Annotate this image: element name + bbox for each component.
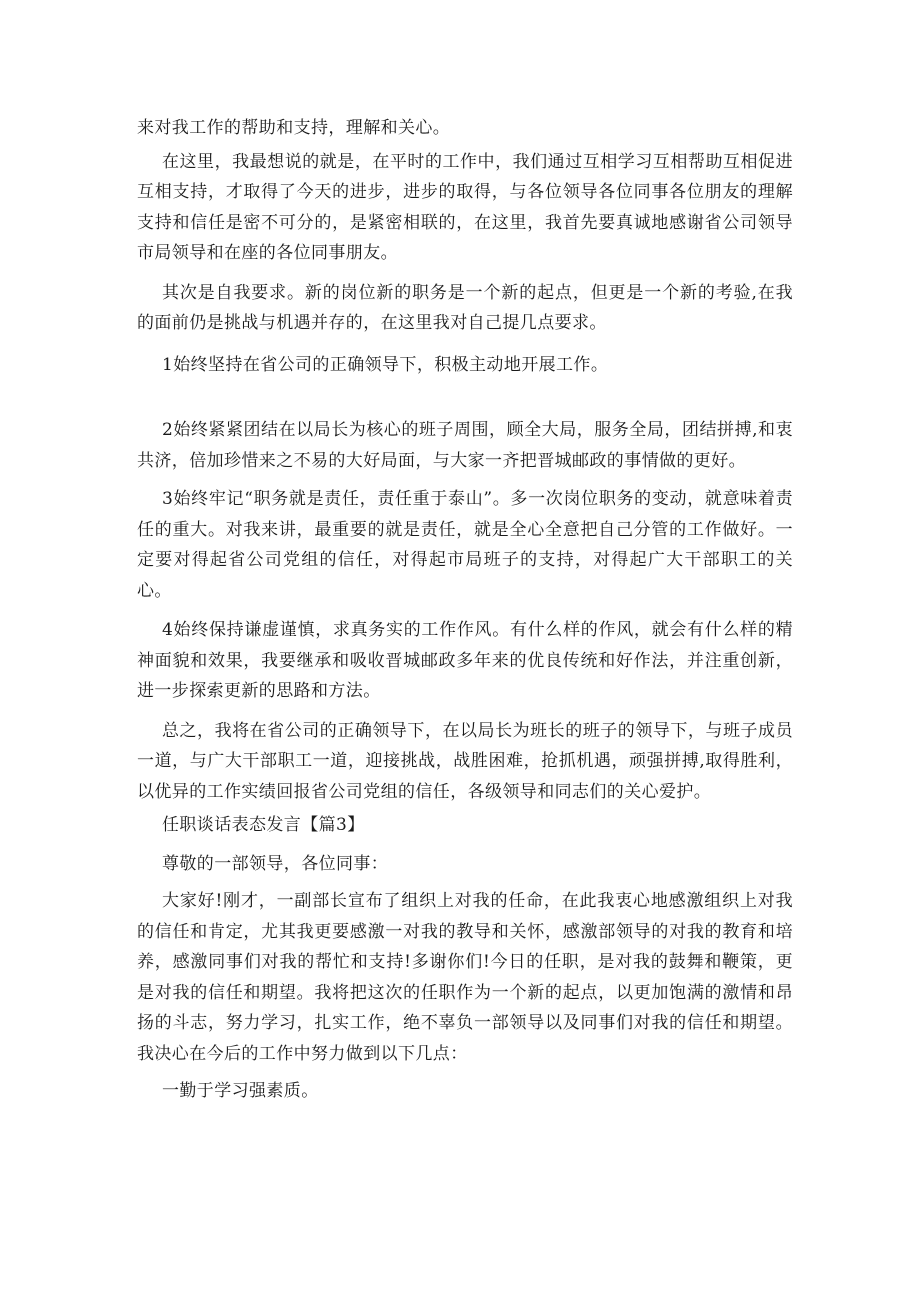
list-item-2: 2始终紧紧团结在以局长为核心的班子周围，顾全大局，服务全局，团结拼搏,和衷共济，倍加珍惜来之不易的大好局面，与大家一齐把晋城邮政的事情做的更好。 <box>137 420 793 471</box>
salutation: 尊敬的一部领导，各位同事： <box>162 853 389 874</box>
paragraph-greeting: 大家好!刚才，一副部长宣布了组织上对我的任命，在此我衷心地感激组织上对我的信任和肯定，尤其我更要感激一对我的教导和关怀，感激部领导的对我的教育和培养，感激同事们对我的帮忙和支持!多谢你们!今日的任职，是对我的鼓舞和鞭策，更是对我的信任和期望。我将把这次的任职作为一个新的起点，以更加饱满的激情和昂扬的斗志，努力学习，扎实工作，绝不辜负一部领导以及同事们对我的信任和期望。我决心在今后的工作中努力做到以下几点： <box>137 891 793 1064</box>
paragraph-self-requirements: 其次是自我要求。新的岗位新的职务是一个新的起点，但更是一个新的考验,在我的面前仍是挑战与机遇并存的，在这里我对自己提几点要求。 <box>137 282 793 333</box>
list-item-3: 3始终牢记“职务就是责任，责任重于泰山”。多一次岗位职务的变动，就意味着责任的重大。对我来讲，最重要的就是责任，就是全心全意把自己分管的工作做好。一定要对得起省公司党组的信任，对得起市局班子的支持，对得起广大干部职工的关心。 <box>137 489 793 601</box>
paragraph-mutual-support: 在这里，我最想说的就是，在平时的工作中，我们通过互相学习互相帮助互相促进互相支持，才取得了今天的进步，进步的取得，与各位领导各位同事各位朋友的理解支持和信任是密不可分的，是紧密相联的，在这里，我首先要真诚地感谢省公司领导市局领导和在座的各位同事朋友。 <box>137 151 793 263</box>
document-page <box>137 113 793 1114</box>
paragraph-conclusion: 总之，我将在省公司的正确领导下，在以局长为班长的班子的领导下，与班子成员一道，与广大干部职工一道，迎接挑战，战胜困难，抢抓机遇，顽强拼搏,取得胜利，以优异的工作实绩回报省公司党组的信任，各级领导和同志们的关心爱护。 <box>137 720 793 802</box>
point-1: 一勤于学习强素质。 <box>162 1081 319 1101</box>
list-item-4: 4始终保持谦虚谨慎，求真务实的工作作风。有什么样的作风，就会有什么样的精神面貌和效果，我要继承和吸收晋城邮政多年来的优良传统和好作法，并注重创新，进一步探索更新的思路和方法。 <box>137 620 793 701</box>
section-heading: 任职谈话表态发言【篇3】 <box>162 815 365 835</box>
list-item-1: 1始终坚持在省公司的正确领导下，积极主动地开展工作。 <box>162 354 609 375</box>
paragraph-continuation: 来对我工作的帮助和支持，理解和关心。 <box>137 118 451 138</box>
